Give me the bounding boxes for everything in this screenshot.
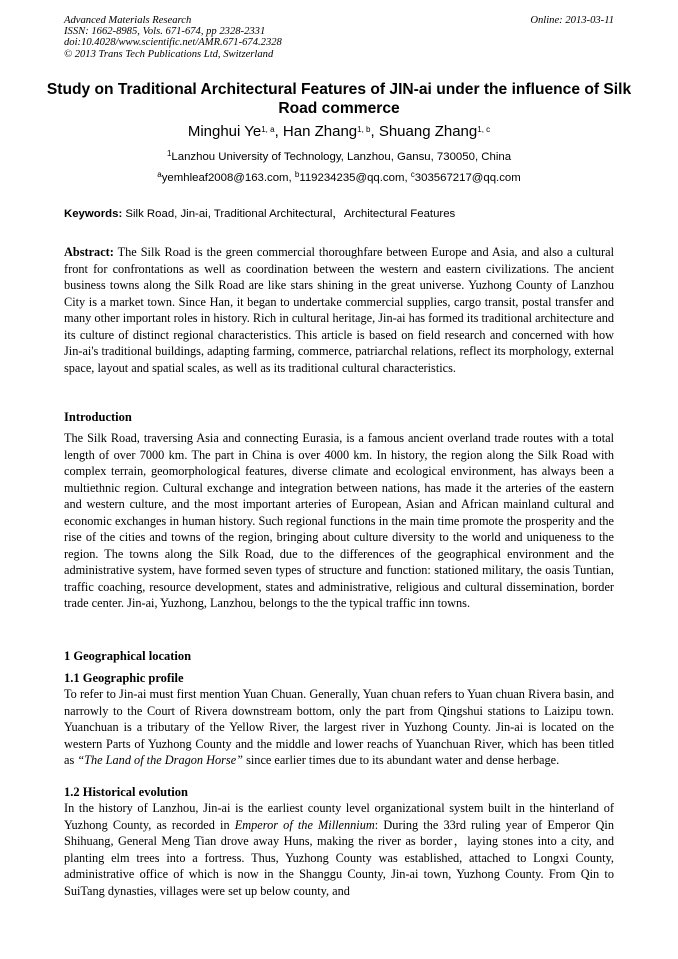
section-heading-1-1: 1.1 Geographic profile xyxy=(64,671,184,685)
email-address: 303567217@qq.com xyxy=(414,172,521,184)
abstract-label: Abstract: xyxy=(64,245,114,259)
email-address: yemhleaf2008@163.com xyxy=(161,172,289,184)
section-1-2-text-end: : During the 33rd ruling year of Emperor Qin Shihuang, General Meng Tian drove away Huns, making the river as border，laying stones into a city, and planting elm trees into a fortress. Thus, Yuzhong County was established, attached to Longxi County, administrative office of which is now in the Shanggu County, Jin-ai town, Yuzhong County. From Qin to SuiTang dynasties, villages were set up below county, and xyxy=(64,817,614,898)
section-heading-1: 1 Geographical location xyxy=(64,649,192,663)
paper-title: Study on Traditional Architectural Features of JIN-ai under the influence of Silk Road commerce xyxy=(46,81,632,117)
section-1-1-text-end: since earlier times due to its abundant water and dense herbage. xyxy=(243,753,560,767)
affiliation xyxy=(0,150,678,164)
section-heading-introduction: Introduction xyxy=(64,410,132,424)
introduction-text: The Silk Road, traversing Asia and connecting Eurasia, is a famous ancient overland trade routes with a total length of over 7000 km. The part in China is over 4000 km. In history, the region along the Silk Road with complex terrain, geomorphological features, diverse climate and ecological environment, has always been a multiethnic region. Cultural exchange and integration between nations, has made it the arteries of the eastern and western culture, and the most important arteries of European, Asian and African mainland cultural and economic exchanges in human history. Such regional functions in the main time promote the prosperity and the rise of the cities and towns of the region, bringing about culture diversity to the world and uniqueness to the region. The towns along the Silk Road, due to the differences of the geographical environment and the administrative system, have formed seven types of structure and function: stationed military, the oasis Tuntian, traffic coaching, resource development, states and administrative, religious and cultural dissemination, border trade center. Jin-ai, Yuzhong, Lanzhou, belongs to the the typical traffic inn towns. xyxy=(64,431,614,610)
author-name: Minghui Ye xyxy=(187,123,262,140)
keywords-text: Silk Road, Jin-ai, Traditional Architectural，Architectural Features xyxy=(125,208,456,220)
email-address: 119234235@qq.com xyxy=(299,172,405,184)
section-1-2-paragraph xyxy=(64,800,614,899)
keywords-label: Keywords: xyxy=(64,208,123,220)
author-name: Shuang Zhang xyxy=(378,123,478,140)
introduction-paragraph xyxy=(64,430,614,612)
author-superscript: 1, c xyxy=(477,125,491,134)
affiliation-text: Lanzhou University of Technology, Lanzhou, Gansu, 730050, China xyxy=(171,151,512,163)
abstract xyxy=(64,244,614,376)
email-superscript: c xyxy=(410,170,415,179)
email-superscript: b xyxy=(294,170,300,179)
copyright-line: © 2013 Trans Tech Publications Ltd, Switzerland xyxy=(64,48,274,60)
author-name: Han Zhang xyxy=(282,123,358,140)
author-list: Minghui Ye$^{1, a}$, Han Zhang$^{1, b}$, Shuang Zhang$^{1, c}$ xyxy=(187,123,491,140)
page-header xyxy=(64,15,614,60)
section-1-2-text: In the history of Lanzhou, Jin-ai is the earliest county level organizational system built in the hinterland of Yuzhong County, as recorded in xyxy=(64,801,614,832)
journal-name: Advanced Materials Research xyxy=(64,15,192,26)
book-title: Emperor of the Millennium xyxy=(234,817,375,832)
section-heading-1-2: 1.2 Historical evolution xyxy=(64,785,188,799)
author-superscript: 1, a xyxy=(261,125,275,134)
keywords xyxy=(64,207,618,221)
author-superscript: 1, b xyxy=(357,125,371,134)
email-superscript: a xyxy=(157,170,162,179)
email-list: $^a$yemhleaf2008@163.com, $^b$119234235@qq.com, $^c$303567217@qq.com xyxy=(157,170,521,184)
quoted-title: “The Land of the Dragon Horse” xyxy=(77,753,244,767)
section-1-1-text: To refer to Jin-ai must first mention Yuan Chuan. Generally, Yuan chuan refers to Yuan chuan Rivera basin, and narrowly to the Court of Rivera downstream bottom, only the part from Qingshui stations to Laizipu town. Yuanchuan is a tributary of the Yellow River, the largest river in Yuzhong County. Jin-ai is located on the western Parts of Yuzhong County and the middle and lower reachs of Yuanchuan River, which has been titled as xyxy=(64,687,614,767)
affiliation-superscript: 1 xyxy=(166,149,172,158)
issn-line: ISSN: 1662-8985, Vols. 671-674, pp 2328-2331 xyxy=(64,26,266,38)
abstract-text: The Silk Road is the green commercial thoroughfare between Europe and Asia, and also a cultural front for confrontations as well as coordination between the western and eastern civilizations. The ancient business towns along the Silk Road are like stars shining in the great universe. Yuzhong County of Lanzhou City is a market town. Since Han, it began to undertake commercial supplies, cargo transit, postal transfer and many other important roles in history. Rich in cultural heritage, Jin-ai has formed its traditional architecture and its culture of distinct regional characteristics. This article is based on field research and concerned with how Jin-ai's traditional buildings, adapting farming, commerce, patriarchal relations, reflect its morphology, external space, layout and spatial scales, as well as its traditional cultural characteristics. xyxy=(64,245,614,375)
section-1-1-paragraph xyxy=(64,686,614,769)
doi-line: doi:10.4028/www.scientific.net/AMR.671-674.2328 xyxy=(64,37,282,49)
online-date: Online: 2013-03-11 xyxy=(530,15,614,26)
